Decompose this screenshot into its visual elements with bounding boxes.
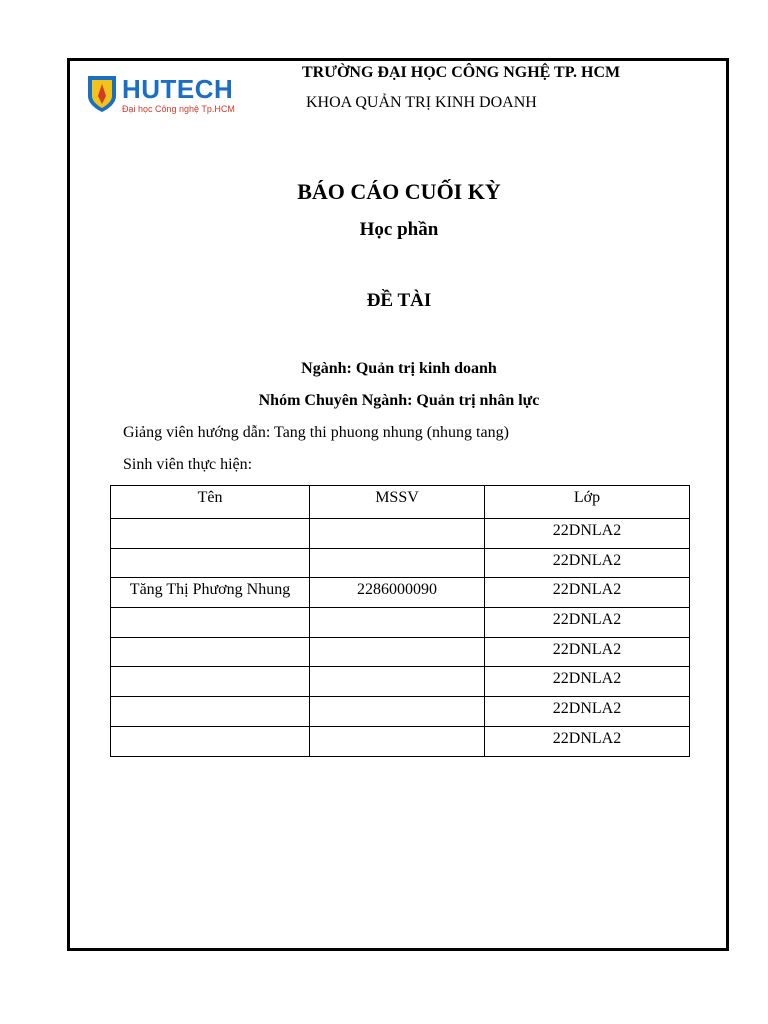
cell-student-id [310, 519, 485, 549]
cell-student-id: 2286000090 [310, 578, 485, 608]
cell-student-id [310, 726, 485, 756]
table-row [111, 697, 690, 727]
hutech-logo [86, 74, 246, 118]
table-row [111, 608, 690, 638]
cell-class: 22DNLA2 [485, 667, 690, 697]
cell-class: 22DNLA2 [485, 637, 690, 667]
cell-class: 22DNLA2 [485, 697, 690, 727]
table-row [111, 667, 690, 697]
university-name: TRƯỜNG ĐẠI HỌC CÔNG NGHỆ TP. HCM [302, 64, 621, 81]
logo-subtitle: Đại học Công nghệ Tp.HCM [122, 104, 235, 114]
cell-student-id [310, 608, 485, 638]
course-label: Học phần [359, 219, 439, 240]
cell-name [111, 637, 310, 667]
cell-student-id [310, 548, 485, 578]
students-label: Sinh viên thực hiện: [123, 456, 253, 473]
cell-name [111, 726, 310, 756]
table-header-row [111, 486, 690, 519]
major-line: Ngành: Quản trị kinh doanh [301, 360, 497, 377]
header-name: Tên [111, 486, 310, 519]
cell-name [111, 697, 310, 727]
shield-logo-icon [86, 74, 118, 114]
cell-student-id [310, 637, 485, 667]
table-row [111, 578, 690, 608]
cell-student-id [310, 667, 485, 697]
cell-name [111, 608, 310, 638]
cell-class: 22DNLA2 [485, 726, 690, 756]
table-row [111, 726, 690, 756]
header-class: Lớp [485, 486, 690, 519]
table-row [111, 637, 690, 667]
report-title: BÁO CÁO CUỐI KỲ [297, 179, 501, 204]
cell-class: 22DNLA2 [485, 578, 690, 608]
student-table [110, 485, 690, 757]
cell-class: 22DNLA2 [485, 548, 690, 578]
cell-class: 22DNLA2 [485, 519, 690, 549]
advisor-line: Giảng viên hướng dẫn: Tang thi phuong nhung (nhung tang) [123, 424, 509, 441]
table-row [111, 519, 690, 549]
cell-name [111, 667, 310, 697]
cell-name: Tăng Thị Phương Nhung [111, 578, 310, 608]
faculty-name: KHOA QUẢN TRỊ KINH DOANH [306, 94, 537, 111]
logo-text: HUTECH [122, 74, 234, 104]
table-row [111, 548, 690, 578]
cell-name [111, 519, 310, 549]
cell-name [111, 548, 310, 578]
group-line: Nhóm Chuyên Ngành: Quản trị nhân lực [258, 392, 540, 409]
cell-class: 22DNLA2 [485, 608, 690, 638]
cell-student-id [310, 697, 485, 727]
header-student-id: MSSV [310, 486, 485, 519]
topic-label: ĐỀ TÀI [366, 290, 432, 311]
